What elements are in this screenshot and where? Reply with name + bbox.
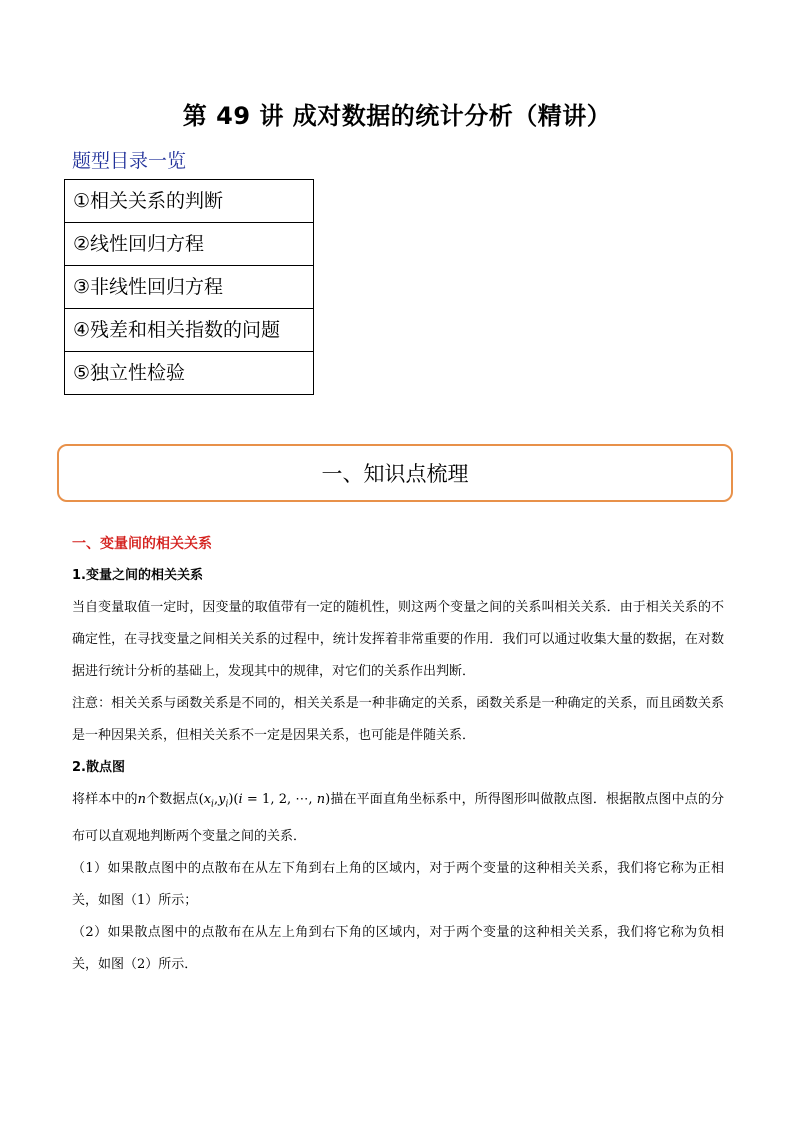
- text-run: 个数据点: [146, 792, 199, 807]
- content-body: [72, 528, 724, 981]
- section-banner: [57, 444, 733, 502]
- paragraph-scatter: [72, 784, 724, 853]
- toc-table: [64, 179, 314, 395]
- toc-row: [65, 180, 314, 223]
- page-title: 第 49 讲 成对数据的统计分析（精讲）: [182, 102, 612, 130]
- toc-item: ③非线性回归方程: [65, 266, 314, 309]
- subsection-heading: 2.散点图: [72, 760, 125, 775]
- toc-item: ①相关关系的判断: [65, 180, 314, 223]
- text-run: 将样本中的: [72, 792, 138, 807]
- toc-row: [65, 309, 314, 352]
- math-formula: $(x_i,y_i)(i = 1$, 2, ⋯, n): [198, 792, 331, 810]
- paragraph: （2）如果散点图中的点散布在从左上角到右下角的区域内，对于两个变量的这种相关关系，我们将它称为负相关，如图（2）所示．: [72, 924, 724, 972]
- toc-item: ⑤独立性检验: [65, 352, 314, 395]
- section-title: 一、知识点梳理: [321, 462, 469, 486]
- toc-row: [65, 352, 314, 395]
- paragraph: （1）如果散点图中的点散布在从左下角到右上角的区域内，对于两个变量的这种相关关系，我们将它称为正相关，如图（1）所示；: [72, 860, 724, 908]
- toc-item: ④残差和相关指数的问题: [65, 309, 314, 352]
- toc-row: [65, 266, 314, 309]
- text-run: 描在平面直角坐标系中，所得图形叫做散点图．根据散点图中点的分布可以直观地判断两个变量之间的关系．: [72, 792, 724, 844]
- toc-item: ②线性回归方程: [65, 223, 314, 266]
- section-heading: 一、变量间的相关关系: [72, 536, 212, 552]
- subsection-heading: 1.变量之间的相关关系: [72, 568, 203, 583]
- toc-heading: 题型目录一览: [72, 150, 187, 172]
- math-n: n: [137, 792, 146, 807]
- paragraph: 注意：相关关系与函数关系是不同的，相关关系是一种非确定的关系，函数关系是一种确定的关系，而且函数关系是一种因果关系，但相关关系不一定是因果关系，也可能是伴随关系．: [72, 696, 724, 743]
- paragraph: 当自变量取值一定时，因变量的取值带有一定的随机性，则这两个变量之间的关系叫相关关系．由于相关关系的不确定性，在寻找变量之间相关关系的过程中，统计发挥着非常重要的作用．我们可以通过收集大量的数据，在对数据进行统计分析的基础上，发现其中的规律，对它们的关系作出判断．: [72, 600, 724, 679]
- toc-row: [65, 223, 314, 266]
